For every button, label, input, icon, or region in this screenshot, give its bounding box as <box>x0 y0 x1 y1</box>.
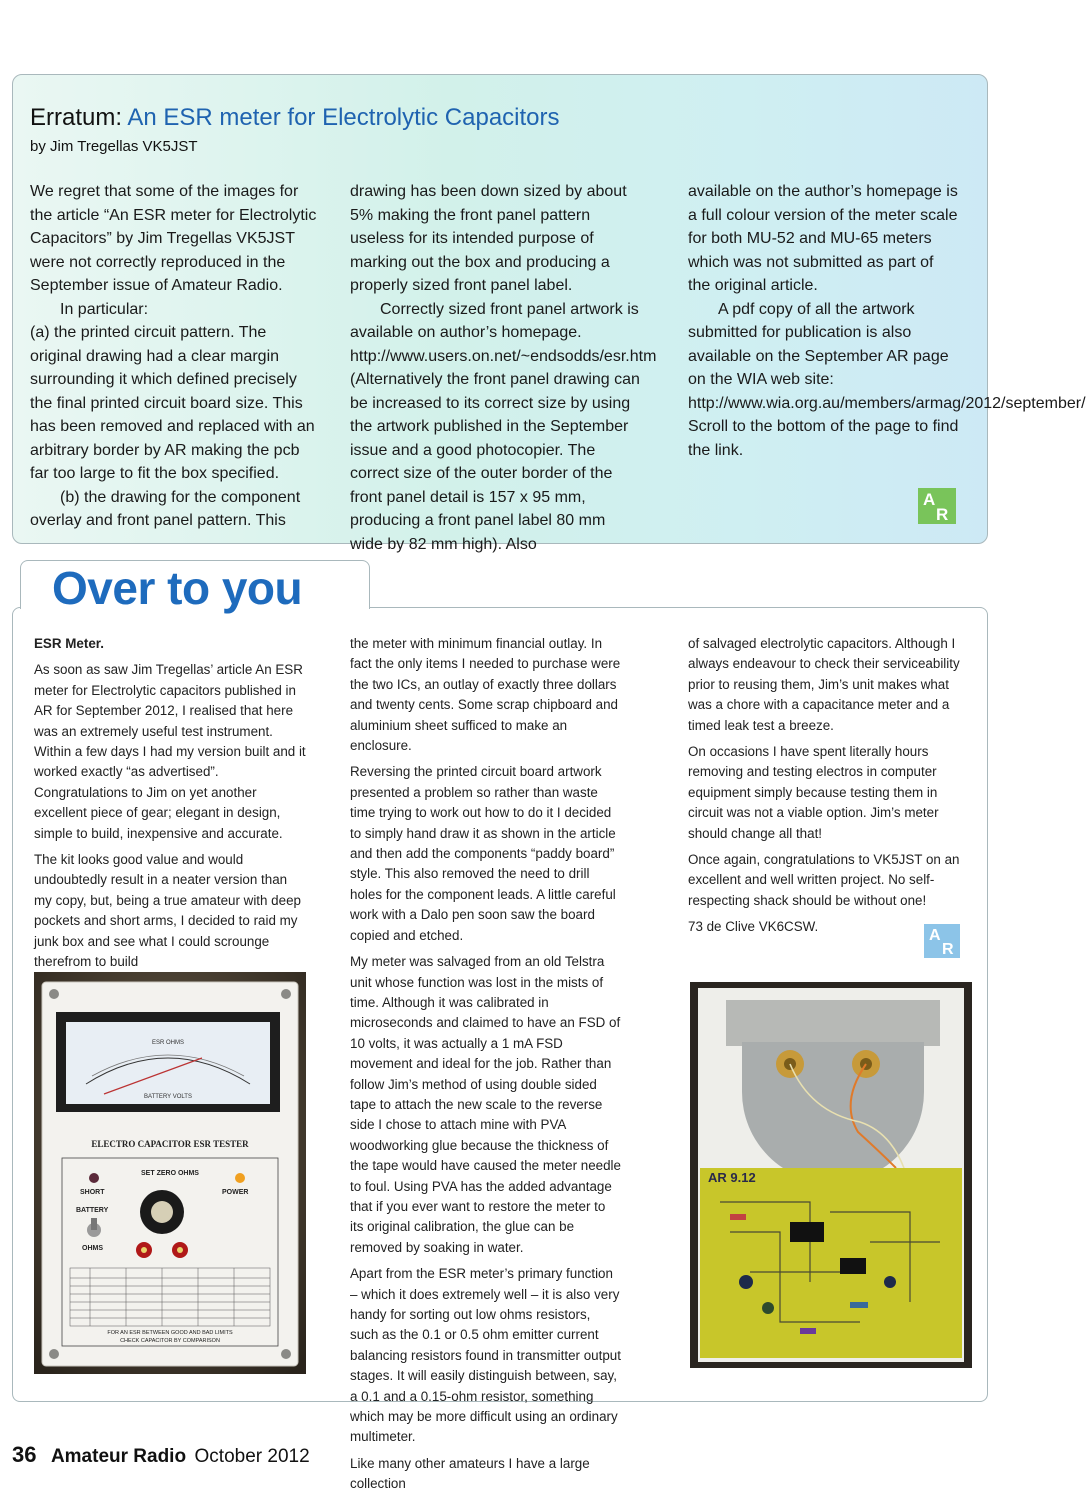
paragraph: Correctly sized front panel artwork is available on author’s homepage. http://www.users.on.net/~endsodds/esr.htm (Alternatively the front panel drawing can be increased to its correct size by using the artwork published in the September issue and a good photocopier. The correct size of the outer border of the front panel detail is 157 x 95 mm, producing a front panel label 80 mm wide by 82 mm high). Also <box>350 300 657 553</box>
meter-bottom-label: BATTERY VOLTS <box>144 1094 192 1100</box>
erratum-headline: An ESR meter for Electrolytic Capacitors <box>127 104 560 131</box>
paragraph: the meter with minimum financial outlay. In fact the only items I needed to purchase were the two ICs, an outlay of exactly three dollars and twenty cents. Some scrap chipboard and aluminium sheet sufficed to make an enclosure. <box>350 636 621 754</box>
svg-text:A: A <box>923 490 936 509</box>
paragraph: We regret that some of the images for the article “An ESR meter for Electrolytic Capacitors” by Jim Tregellas VK5JST were not correctly reproduced in the September issue of Amateur Radio. <box>30 183 317 294</box>
paragraph: of salvaged electrolytic capacitors. Although I always endeavour to check their serviceability prior to reusing them, Jim’s unit makes what was a chore with a capacitance meter and a timed leak test a breeze. <box>688 636 960 733</box>
paragraph: Apart from the ESR meter’s primary function – which it does extremely well – it is also very handy for sorting out low ohms resistors, such as the 0.1 or 0.5 ohm emitter current balancing resistors found in transmitter output stages. It will easily distinguish between, say, a 0.1 and a 0.15-ohm resistor, something which may be more difficult using an ordinary multimeter. <box>350 1266 621 1445</box>
paragraph: Reversing the printed circuit board artwork presented a problem so rather than waste time trying to work out how to do it I decided to simply hand draw it as shown in the article and then add the components “paddy board” style. This also removed the need to drill holes for the component leads. A little careful work with a Dalo pen soon saw the board copied and etched. <box>350 764 616 943</box>
svg-text:R: R <box>942 941 954 958</box>
ar-logo <box>918 488 956 524</box>
panel-title: ELECTRO CAPACITOR ESR TESTER <box>91 1139 249 1149</box>
ohms-label: OHMS <box>82 1245 103 1252</box>
table-footer-line-2: CHECK CAPACITOR BY COMPARISON <box>120 1338 220 1344</box>
paragraph: In particular: <box>60 300 149 318</box>
svg-text:R: R <box>936 505 949 524</box>
erratum-column-2 <box>350 180 657 556</box>
subheading: ESR Meter. <box>34 636 104 651</box>
article-column-1 <box>34 634 306 979</box>
board-label: AR 9.12 <box>708 1170 756 1185</box>
set-zero-label: SET ZERO OHMS <box>141 1170 199 1177</box>
ar-logo-icon <box>918 488 956 524</box>
paragraph: (a) the printed circuit pattern. The original drawing had a clear margin surrounding it which defined precisely the final printed circuit board size. This has been removed and replaced with an arbitrary border by AR making the pcb far too large to fit the box specified. <box>30 324 315 482</box>
esr-inside-illustration <box>690 982 972 1368</box>
paragraph: On occasions I have spent literally hours removing and testing electros in computer equipment simply because testing them in circuit was not a viable option. Jim’s meter should change all that! <box>688 744 939 841</box>
issue-date: October 2012 <box>194 1446 310 1467</box>
erratum-byline: by Jim Tregellas VK5JST <box>30 138 198 155</box>
power-label: POWER <box>222 1189 249 1196</box>
ar-logo-icon <box>924 924 960 958</box>
esr-tester-illustration <box>34 972 306 1374</box>
meter-top-label: ESR OHMS <box>151 1040 185 1046</box>
magazine-name: Amateur Radio <box>50 1446 187 1467</box>
page-number: 36 <box>12 1442 37 1467</box>
paragraph: A pdf copy of all the artwork submitted for publication is also available on the September AR page on the WIA web site: http://www.wia.org.au/members/armag/2012/september/ <box>688 300 1086 412</box>
erratum-label: Erratum: <box>30 104 123 131</box>
paragraph: drawing has been down sized by about 5% making the front panel pattern useless for its intended purpose of marking out the box and producing a properly sized front panel label. <box>350 183 627 294</box>
paragraph: Scroll to the bottom of the page to find the link. <box>688 418 959 459</box>
article-column-2 <box>350 634 622 1501</box>
ar-logo <box>924 924 960 958</box>
table-footer-line-1: FOR AN ESR BETWEEN GOOD AND BAD LIMITS <box>107 1330 233 1336</box>
paragraph: As soon as saw Jim Tregellas’ article An ESR meter for Electrolytic capacitors published in AR for September 2012, I realised that here was an extremely useful test instrument. Within a few days I had my version built and it worked exactly “as advertised”. Congratulations to Jim on yet another excellent piece of gear; elegant in design, simple to build, inexpensive and accurate. <box>34 662 306 841</box>
paragraph: Once again, congratulations to VK5JST on an excellent and well written project. No self-respecting shack should be without one! <box>688 852 960 908</box>
paragraph: The kit looks good value and would undoubtedly result in a neater version than my copy, but, being a true amateur with deep pockets and short arms, I decided to raid my junk box and see what I could scrounge therefrom to build <box>34 852 301 970</box>
erratum-title <box>30 104 560 132</box>
battery-label: BATTERY <box>76 1207 109 1214</box>
paragraph: Like many other amateurs I have a large collection <box>350 1455 590 1492</box>
esr-inside-photo <box>690 982 972 1368</box>
page-footer <box>12 1442 310 1468</box>
paragraph: My meter was salvaged from an old Telstra unit whose function was lost in the mists of time. Although it was calibrated in microseconds and claimed to have an FSD of 10 volts, it was actually a 1 mA FSD movement and ideal for the job. Rather than follow Jim’s method of using double sided tape to attach the new scale to the reverse side I chose to attach mine with PVA woodworking glue because the thickness of the tape would have caused the meter needle to foul. Using PVA has the added advantage that if you ever want to restore the meter to its original calibration, the glue can be removed by soaking in water. <box>350 954 621 1255</box>
paragraph: (b) the drawing for the component overlay and front panel pattern. This <box>30 488 301 529</box>
paragraph: 73 de Clive VK6CSW. <box>688 919 819 935</box>
esr-tester-photo <box>34 972 306 1374</box>
paragraph: available on the author’s homepage is a full colour version of the meter scale for both MU-52 and MU-65 meters which was not submitted as part of the original article. <box>688 183 958 294</box>
short-label: SHORT <box>80 1189 105 1196</box>
erratum-column-1 <box>30 180 320 533</box>
section-heading: Over to you <box>52 562 303 614</box>
svg-text:A: A <box>929 927 941 944</box>
erratum-column-3 <box>688 180 1086 462</box>
article-column-3 <box>688 634 960 944</box>
